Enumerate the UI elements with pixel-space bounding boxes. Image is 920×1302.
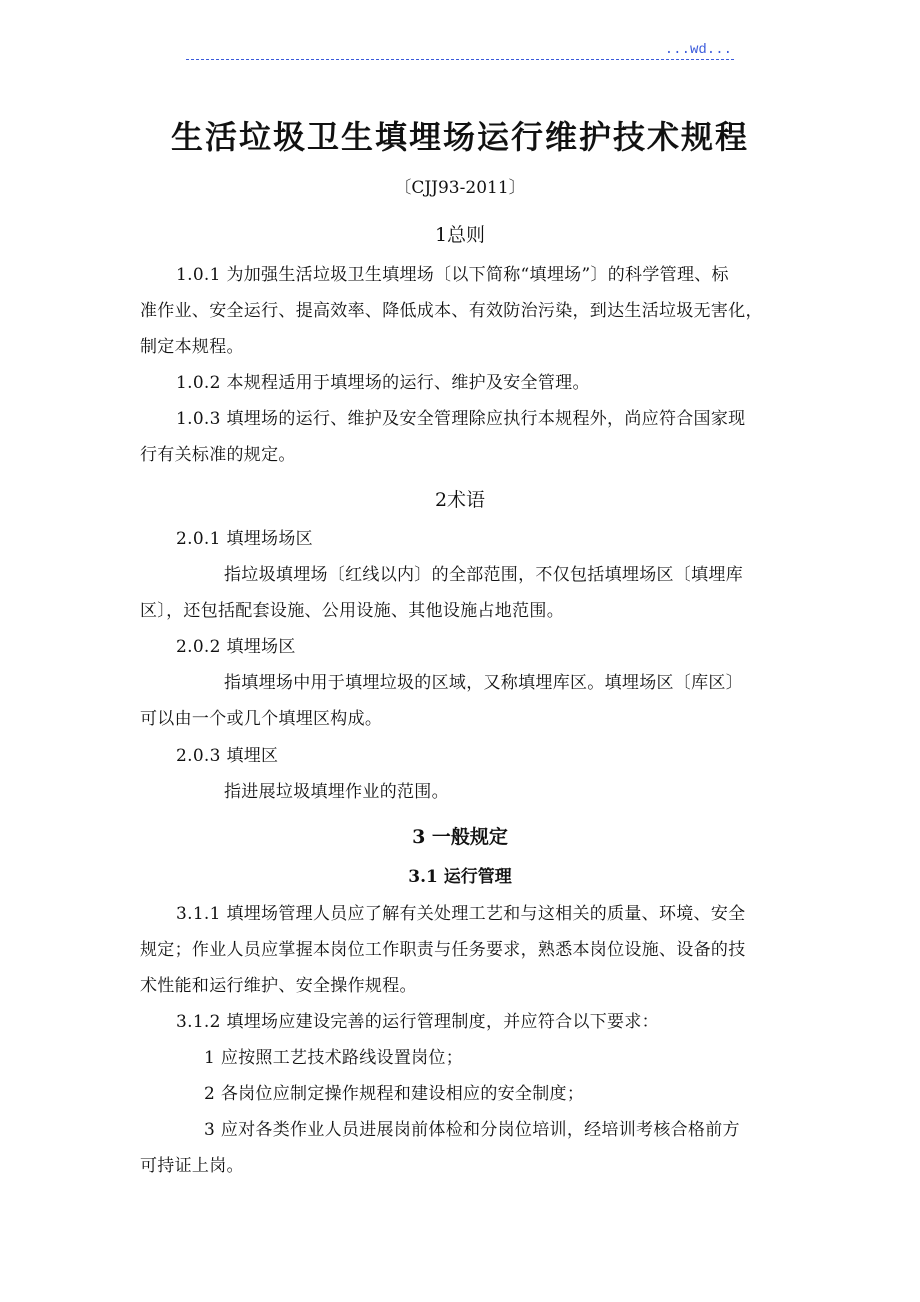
- header-dashed-rule: [186, 59, 734, 60]
- term-2-0-3-definition: 指进展垃圾填埋作业的范围。: [224, 782, 449, 802]
- term-2-0-1: 2.0.1 填埋场场区: [176, 529, 313, 549]
- term-2-0-3: 2.0.3 填埋区: [176, 746, 279, 766]
- term-2-0-1-definition-line-2: 区〕，还包括配套设施、公用设施、其他设施占地范围。: [140, 601, 564, 621]
- term-2-0-2-definition-line-2: 可以由一个或几个填埋区构成。: [140, 709, 383, 729]
- clause-1-0-3-line-1: 1.0.3 填埋场的运行、维护及安全管理除应执行本规程外，尚应符合国家现: [176, 409, 746, 429]
- term-2-0-1-definition-line-1: 指垃圾填埋场〔红线以内〕的全部范围，不仅包括填埋场区〔填埋库: [224, 565, 743, 585]
- standard-code: 〔CJJ93-2011〕: [394, 178, 526, 198]
- document-title: 生活垃圾卫生填埋场运行维护技术规程: [170, 118, 749, 156]
- term-2-0-2-definition-line-1: 指填埋场中用于填埋垃圾的区域，又称填埋库区。填埋场区〔库区〕: [224, 673, 743, 693]
- subsection-heading-operation: 3.1 运行管理: [408, 867, 512, 887]
- clause-3-1-1-line-3: 术性能和运行维护、安全操作规程。: [140, 976, 417, 996]
- clause-3-1-1-line-1: 3.1.1 填埋场管理人员应了解有关处理工艺和与这相关的质量、环境、安全: [176, 904, 746, 924]
- list-item-3-line-1: 3 应对各类作业人员进展岗前体检和分岗位培训，经培训考核合格前方: [204, 1120, 740, 1140]
- section-heading-general-provisions: 3 一般规定: [412, 826, 508, 848]
- clause-3-1-2: 3.1.2 填埋场应建设完善的运行管理制度，并应符合以下要求：: [176, 1012, 659, 1032]
- header-watermark: ...wd...: [664, 42, 732, 58]
- clause-3-1-1-line-2: 规定；作业人员应掌握本岗位工作职责与任务要求，熟悉本岗位设施、设备的技: [140, 940, 746, 960]
- list-item-3-line-2: 可持证上岗。: [140, 1156, 244, 1176]
- section-heading-terms: 2术语: [434, 489, 486, 511]
- clause-1-0-1-line-3: 制定本规程。: [140, 337, 244, 357]
- section-heading-general: 1总则: [434, 224, 486, 246]
- clause-1-0-2: 1.0.2 本规程适用于填埋场的运行、维护及安全管理。: [176, 373, 590, 393]
- term-2-0-2: 2.0.2 填埋场区: [176, 637, 296, 657]
- clause-1-0-3-line-2: 行有关标准的规定。: [140, 445, 296, 465]
- list-item-2: 2 各岗位应制定操作规程和建设相应的安全制度；: [204, 1084, 585, 1104]
- clause-1-0-1-line-1: 1.0.1 为加强生活垃圾卫生填埋场〔以下简称“填埋场”〕的科学管理、标: [176, 265, 729, 285]
- list-item-1: 1 应按照工艺技术路线设置岗位；: [204, 1048, 464, 1068]
- clause-1-0-1-line-2: 准作业、安全运行、提高效率、降低成本、有效防治污染，到达生活垃圾无害化，: [140, 301, 763, 321]
